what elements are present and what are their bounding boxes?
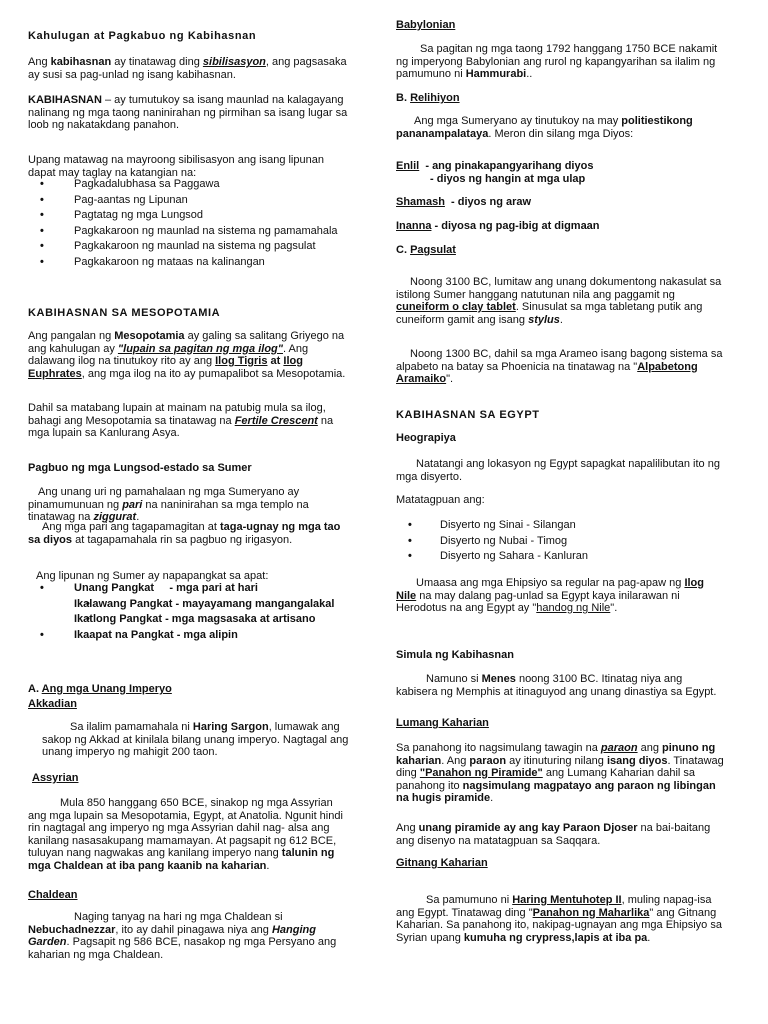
sumer-heading: Pagbuo ng mga Lungsod-estado sa Sumer [28,462,252,474]
egypt-heading: KABIHASNAN SA EGYPT [396,409,540,421]
list-item: • Pag-aantas ng Lipunan [28,194,350,207]
religion-paragraph: Ang mga Sumeryano ay tinutukoy na may politiestikong pananampalataya. Meron din silang mga Diyos: [396,115,693,140]
writing-paragraph-2: Noong 1300 BC, dahil sa mga Arameo isang bagong sistema sa alpabeto na batay sa Phoenicia na tinatawag na "Alpabetong Aramaiko". [396,348,723,385]
middle-kingdom-paragraph: Sa pamumuno ni Haring Mentuhotep II, muling napag-isa ang Egypt. Tinatawag ding "Panahon ng Maharlika" ang Gitnang Kaharian. Sa panahong ito, nakipag-ugnayan ang mga Ehipsiyo sa Syrian upang kumuha ng crypress,lapis at iba pa. [396,894,722,944]
list-item: • Ikalawang Pangkat - mayayamang mangangalakal [28,598,350,611]
old-kingdom-heading: Lumang Kaharian [396,717,489,729]
babylonian-paragraph: Sa pagitan ng mga taong 1792 hanggang 1750 BCE nakamit ng imperyong Babylonian ang rurol ng kapangyarihan sa ilalim ng pamumuno ni Hammurabi.. [396,43,718,80]
assyrian-paragraph: Mula 850 hanggang 650 BCE, sinakop ng mga Assyrian ang mga lupain sa Mesopotamia, Egypt, at Anatolia. Ngunit hindi rin nagtagal ang imperyo ng mga Assyrian dahil nag- alsa ang kanilang nasasakupang mamamayan. At pagsapit ng 612 BCE, tuluyan nang nagwakas ang kanilang imperyo nang talunin ng mga Chaldean at iba pang kaanib na kaharian. [28,797,343,872]
sumer-paragraph-2: Ang mga pari ang tagapamagitan at taga-ugnay ng mga tao sa diyos at tagapamahala rin sa pagbuo ng irigasyon. [28,521,341,546]
sumer-classes-list [28,582,350,641]
sumer-classes-intro: Ang lipunan ng Sumer ay napapangkat sa apat: [36,570,269,582]
religion-heading: B. Relihiyon [396,92,460,104]
list-item: • Pagkadalubhasa sa Paggawa [28,178,350,191]
mesopotamia-paragraph-1: Ang pangalan ng Mesopotamia ay galing sa salitang Griyego na ang kahulugan ay "lupain sa pagitan ng mga ilog". Ang dalawang ilog na tinutukoy rito ay ang Ilog Tigris at Ilog Euphrates, ang mga ilog na ito ay pumapalibot sa Mesopotamia. [28,330,346,380]
definition-paragraph: Ang kabihasnan ay tinatawag ding sibilisasyon, ang pagsasaka ay susi sa pag-unlad ng isang kabihasnan. [28,56,347,81]
god-enlil: Enlil - ang pinakapangyarihang diyos [396,160,594,172]
traits-list [28,178,350,268]
kabihasnan-definition: KABIHASNAN – ay tumutukoy sa isang maunlad na kalagayang nalinang ng mga taong naninirahan ng pirmihan sa isang lugar sa loob ng nakatakdang panahon. [28,94,348,131]
god-enlil-second: - diyos ng hangin at mga ulap [430,173,586,185]
mesopotamia-heading: KABIHASNAN SA MESOPOTAMIA [28,307,221,319]
list-item: • Unang Pangkat - mga pari at hari [28,582,350,595]
writing-paragraph-1: Noong 3100 BC, lumitaw ang unang dokumentong nakasulat sa istilong Sumer hanggang natutunan nila ang paggamit ng cuneiform o clay tablet. Sinusulat sa mga tabletang putik ang cuneiform gamit ang isang stylus. [396,276,722,326]
writing-heading: C. Pagsulat [396,244,456,256]
list-item: • Disyerto ng Sinai - Silangan [396,519,726,532]
old-kingdom-paragraph-1: Sa panahong ito nagsimulang tawagin na paraon ang pinuno ng kaharian. Ang paraon ay itinuturing nilang isang diyos. Tinatawag ding "Panahon ng Piramide" ang Lumang Kaharian dahil sa panahong ito nagsimulang magpatayo ang paraon ng libingan na hugis piramide. [396,742,724,804]
geography-paragraph-3: Umaasa ang mga Ehipsiyo sa regular na pag-apaw ng Ilog Nile na may dalang pag-unlad sa Egypt kaya inilarawan ni Herodotus na ang Egypt ay "handog ng Nile". [396,577,704,614]
list-item: • Disyerto ng Nubai - Timog [396,535,726,548]
god-inanna: Inanna - diyosa ng pag-ibig at digmaan [396,220,600,232]
geography-paragraph-2: Matatagpuan ang: [396,494,485,506]
empires-heading: A. Ang mga Unang Imperyo [28,683,172,695]
god-shamash: Shamash - diyos ng araw [396,196,532,208]
geography-paragraph-1: Natatangi ang lokasyon ng Egypt sapagkat napalilibutan ito ng mga disyerto. [396,458,720,483]
mesopotamia-paragraph-2: Dahil sa matabang lupain at mainam na patubig mula sa ilog, bahagi ang Mesopotamia sa tinatawag na Fertile Crescent na mga lupain sa Kanlurang Asya. [28,402,334,439]
list-item: • Pagkakaroon ng maunlad na sistema ng pamamahala [28,225,350,238]
akkadian-paragraph: Sa ilalim pamamahala ni Haring Sargon, lumawak ang sakop ng Akkad at kinilala bilang unang imperyo. Nagtagal ang unang imperyo ng mahigit 200 taon. [42,721,349,758]
civilization-start-paragraph: Namuno si Menes noong 3100 BC. Itinatag niya ang kabisera ng Memphis at itinaguyod ang unang dinastiya sa Egypt. [396,673,717,698]
list-item: • Disyerto ng Sahara - Kanluran [396,550,726,563]
assyrian-heading: Assyrian [32,772,79,784]
list-item: • Pagtatag ng mga Lungsod [28,209,350,222]
deserts-list [396,519,726,563]
old-kingdom-paragraph-2: Ang unang piramide ay ang kay Paraon Djoser na bai-baitang ang disenyo na matatagpuan sa Saqqara. [396,822,711,847]
civilization-start-heading: Simula ng Kabihasnan [396,649,514,661]
babylonian-heading: Babylonian [396,19,456,31]
list-item: • Pagkakaroon ng mataas na kalinangan [28,256,350,269]
akkadian-heading: Akkadian [28,698,77,710]
list-item: • Pagkakaroon ng maunlad na sistema ng pagsulat [28,240,350,253]
traits-intro: Upang matawag na mayroong sibilisasyon ang isang lipunan dapat may taglay na katangian na: [28,154,324,179]
chaldean-paragraph: Naging tanyag na hari ng mga Chaldean si Nebuchadnezzar, ito ay dahil pinagawa niya ang Hanging Garden. Pagsapit ng 586 BCE, nasakop ng mga Persyano ang kaharian ng mga Chaldean. [28,911,337,961]
list-item: • Ikatlong Pangkat - mga magsasaka at artisano [28,613,350,626]
geography-heading: Heograpiya [396,432,456,444]
list-item: • Ikaapat na Pangkat - mga alipin [28,629,350,642]
sumer-paragraph-1: Ang unang uri ng pamahalaan ng mga Sumeryano ay pinamumunuan ng pari na naninirahan sa mga templo na tinatawag na ziggurat. [28,486,309,523]
chaldean-heading: Chaldean [28,889,78,901]
middle-kingdom-heading: Gitnang Kaharian [396,857,488,869]
page-title: Kahulugan at Pagkabuo ng Kabihasnan [28,30,257,42]
